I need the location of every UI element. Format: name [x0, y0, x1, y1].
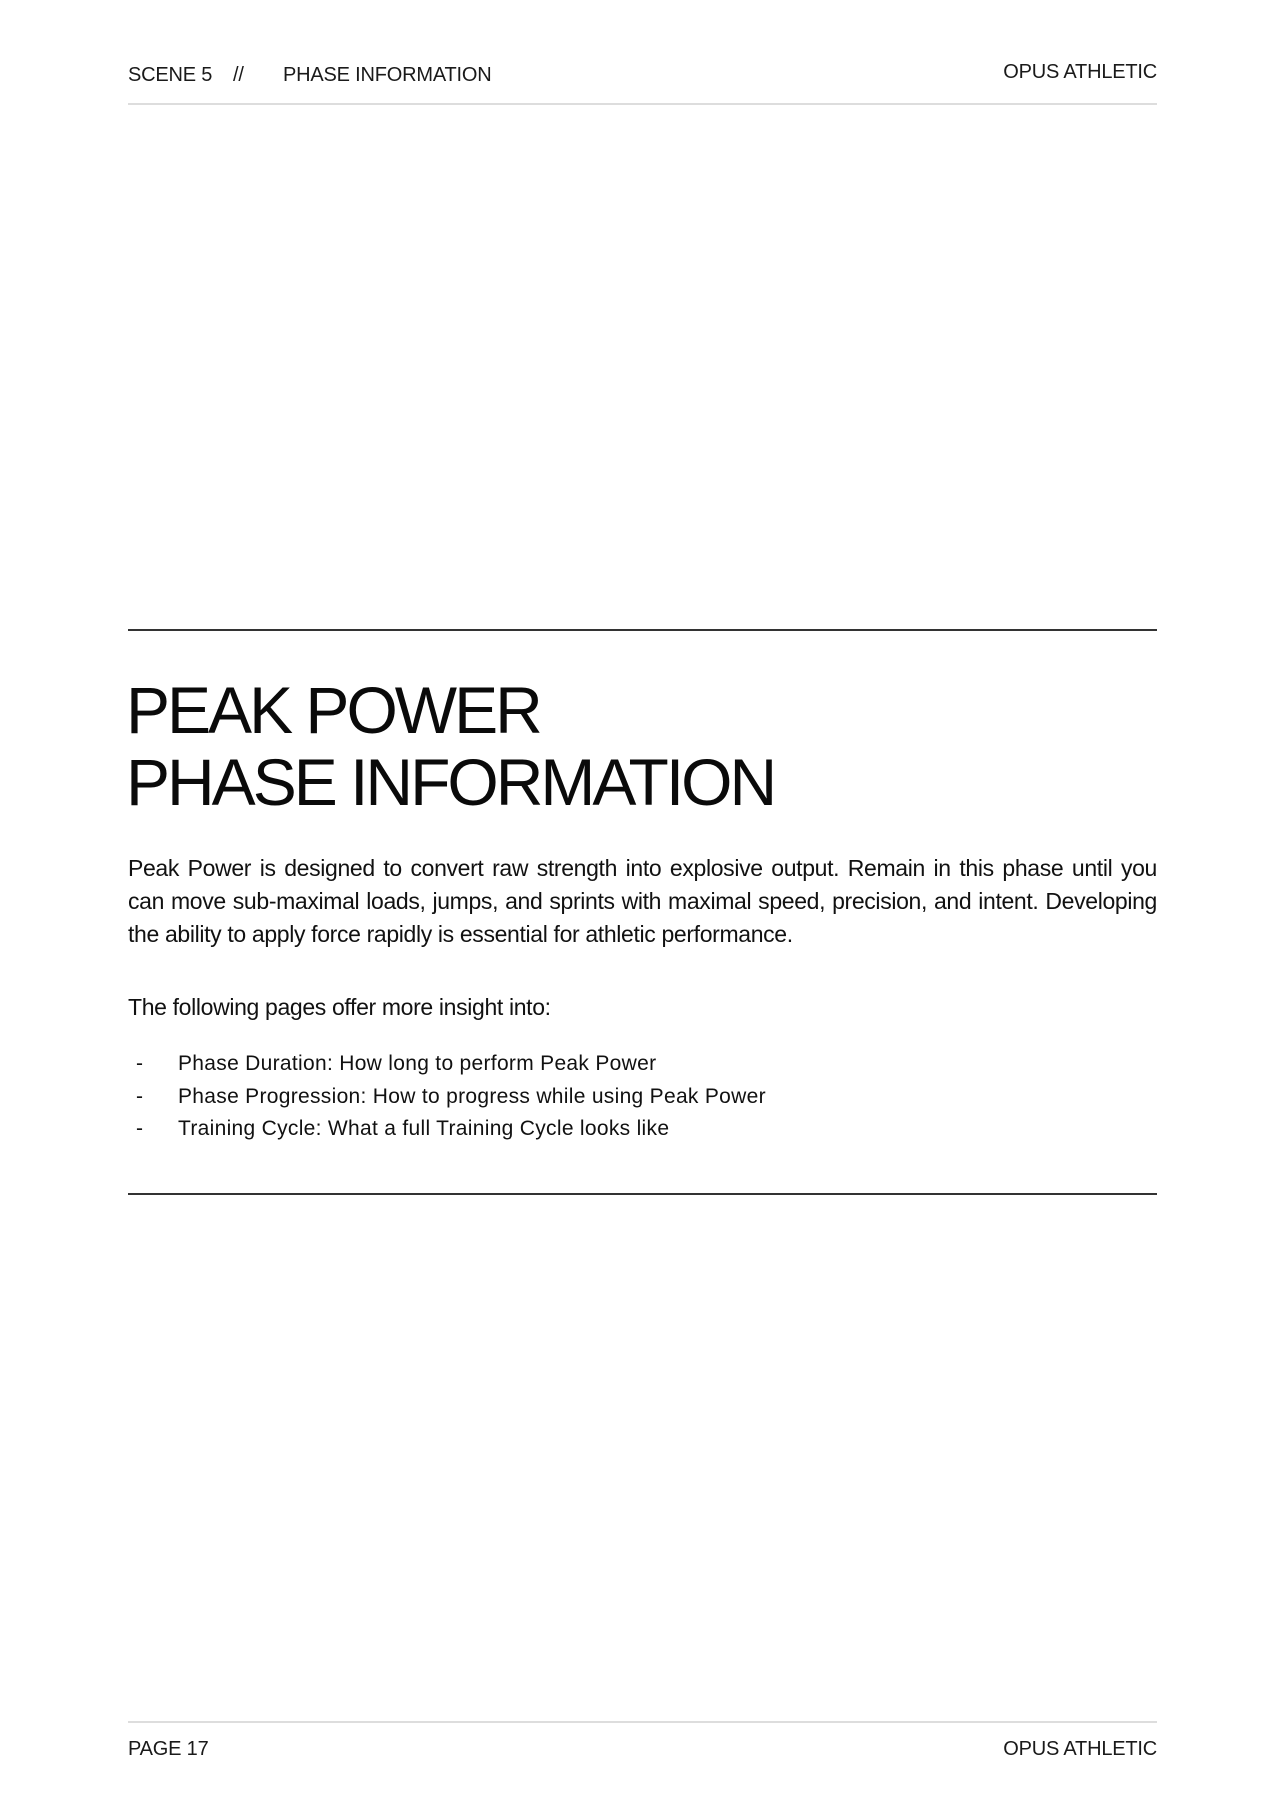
page-footer: [128, 1738, 1157, 1764]
title-line-1: PEAK POWER: [126, 673, 540, 747]
list-item-text: Training Cycle: What a full Training Cycle looks like: [178, 1117, 670, 1140]
header-brand: OPUS ATHLETIC: [1003, 61, 1157, 83]
footer-divider: [128, 1721, 1157, 1723]
list-item: [128, 1081, 766, 1114]
section-label: PHASE INFORMATION: [283, 64, 492, 86]
dash-bullet: -: [136, 1052, 144, 1075]
header-divider: [128, 103, 1157, 105]
page-title: [126, 674, 774, 818]
list-item-text: Phase Duration: How long to perform Peak Power: [178, 1052, 657, 1075]
list-item-text: Phase Progression: How to progress while using Peak Power: [178, 1084, 766, 1108]
dash-bullet: -: [136, 1084, 144, 1108]
footer-brand: OPUS ATHLETIC: [1003, 1738, 1157, 1760]
intro-paragraph: Peak Power is designed to convert raw strength into explosive output. Remain in this phase until you can move sub-maximal loads, jumps, and sprints with maximal speed, precision, and intent. Developing the ability to apply force rapidly is essential for athletic performance.: [128, 855, 1157, 947]
page-header: [128, 58, 1157, 88]
title-line-2: PHASE INFORMATION: [126, 745, 775, 819]
list-lead-text: The following pages offer more insight into:: [128, 994, 551, 1020]
list-item: [128, 1113, 766, 1146]
dash-bullet: -: [136, 1117, 144, 1140]
header-separator: //: [233, 64, 244, 86]
content-top-divider: [128, 629, 1157, 631]
scene-label: SCENE 5: [128, 64, 213, 86]
content-bottom-divider: [128, 1193, 1157, 1195]
topics-list: [128, 1048, 766, 1146]
list-item: [128, 1048, 766, 1081]
page-number: PAGE 17: [128, 1738, 209, 1760]
